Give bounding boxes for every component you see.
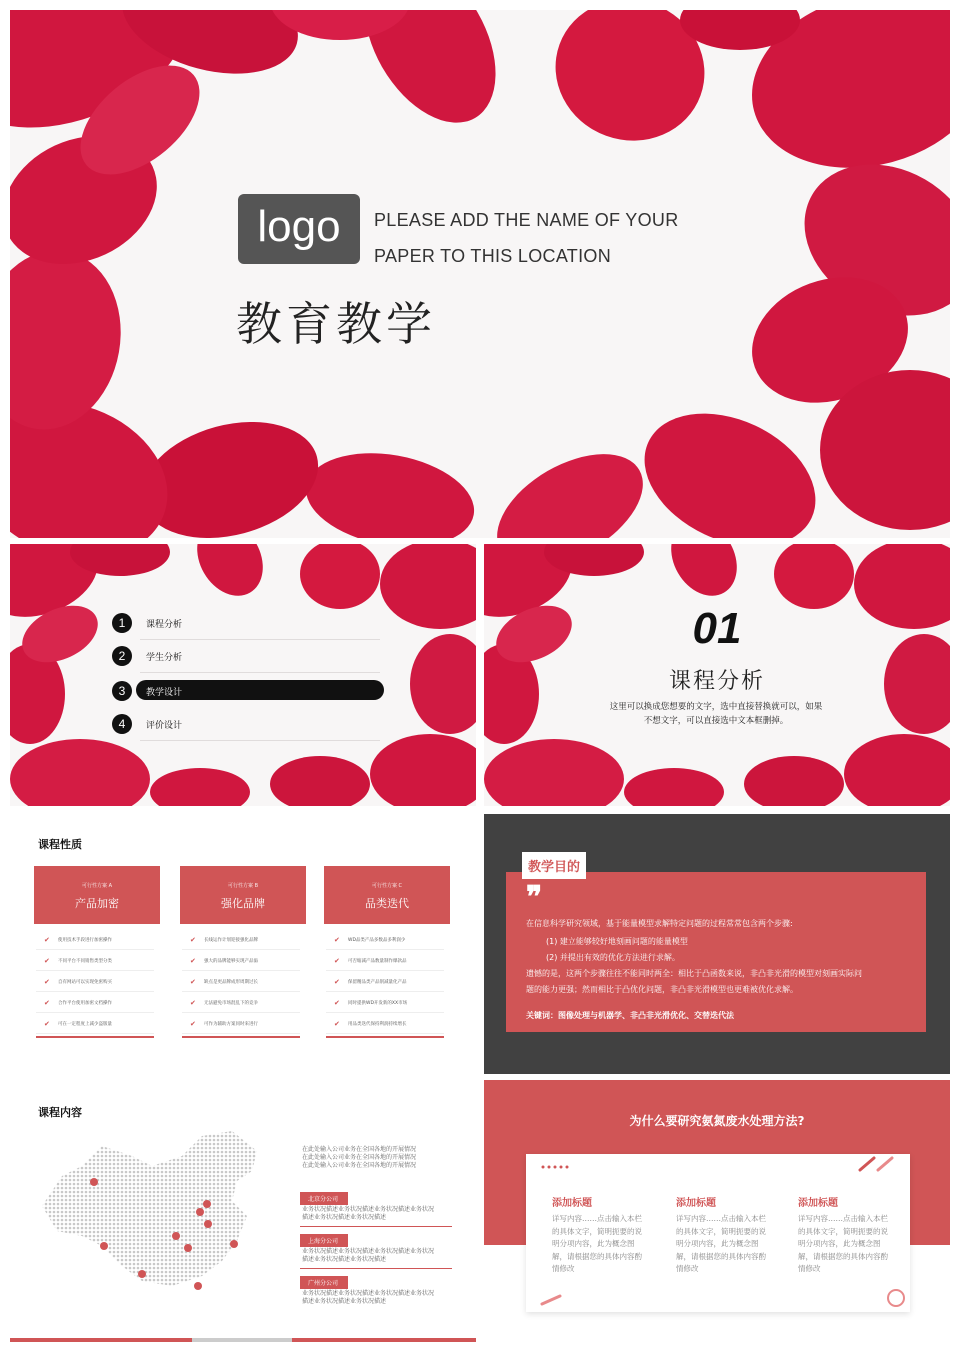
- check-icon: ✔: [334, 935, 340, 944]
- agenda-item-3[interactable]: [112, 680, 384, 702]
- footer-bar-right: [292, 1338, 476, 1342]
- plan-item: ✔ 不同平台不同销售类型分类: [36, 951, 154, 971]
- check-icon: ✔: [44, 1019, 50, 1028]
- agenda-label: 课程分析: [146, 619, 183, 630]
- agenda-number: 3: [112, 681, 132, 701]
- title-english-line1: PLEASE ADD THE NAME OF YOUR: [374, 210, 679, 230]
- section-desc-line2: 不想文字，可以直接选中文本框删掉。: [643, 716, 789, 726]
- check-icon: ✔: [190, 1019, 196, 1028]
- rose-petals-frame: [10, 544, 476, 806]
- plan-item: ✔ 保留精品类产品削减量化产品: [326, 972, 444, 992]
- china-map: [32, 1126, 272, 1296]
- plan-card-a: [34, 866, 160, 924]
- check-icon: ✔: [190, 935, 196, 944]
- plan-item: ✔ 使用技术手段进行加密操作: [36, 930, 154, 950]
- agenda-number: 1: [112, 613, 132, 633]
- purpose-tag: 教学目的: [522, 852, 586, 879]
- plan-item: ✔ 合作平台使用加密文档操作: [36, 993, 154, 1013]
- check-icon: ✔: [44, 956, 50, 965]
- section-number: 01: [692, 604, 742, 653]
- section-title: 课程分析: [668, 669, 765, 694]
- decor-stripes-icon: [854, 1154, 904, 1174]
- purpose-step1: (1) 建立能够较好地刻画问题的能量模型: [546, 937, 688, 946]
- quote-icon: ❞: [526, 881, 543, 914]
- check-icon: ✔: [190, 956, 196, 965]
- why-column-3: [798, 1194, 890, 1276]
- plan-card-c: [324, 866, 450, 924]
- logo-placeholder: logo: [238, 194, 360, 264]
- footer-bar-left: [10, 1338, 192, 1342]
- section-slide: [484, 544, 950, 806]
- branch-tag-shanghai: 上海分公司: [300, 1234, 348, 1247]
- plan-sub: 可行性方案 B: [227, 883, 259, 889]
- plan-item: ✔ 无法避免市场混乱下的竞争: [182, 993, 300, 1013]
- check-icon: ✔: [334, 977, 340, 986]
- plan-item: ✔ 同时提供WD开发新的XX市场: [326, 993, 444, 1013]
- agenda-number: 4: [112, 714, 132, 734]
- map-pin-icon: [184, 1244, 192, 1252]
- check-icon: ✔: [334, 956, 340, 965]
- map-pin-icon: [100, 1242, 108, 1250]
- plan-item: ✔ 可在一定程度上减少盗版量: [36, 1014, 154, 1034]
- purpose-step2: (2) 并提出有效的优化方法进行求解。: [546, 953, 680, 962]
- purpose-para1: 在信息科学研究领域，基于能量模型求解特定问题的过程常常包含两个步骤:: [526, 919, 793, 928]
- map-pin-icon: [138, 1270, 146, 1278]
- agenda-label: 评价设计: [146, 720, 183, 731]
- branch-desc: 业务状况描述业务状况描述业务状况描述业务状况 描述业务状况描述业务状况描述: [302, 1248, 435, 1263]
- cover-slide: [10, 10, 950, 538]
- branch-desc: 业务状况描述业务状况描述业务状况描述业务状况 描述业务状况描述业务状况描述: [302, 1290, 435, 1305]
- agenda-label: 教学设计: [146, 687, 183, 698]
- rose-petals-frame: [10, 10, 950, 538]
- why-column-body: 详写内容……点击输入本栏的具体文字，简明扼要的说明分项内容，此为概念图解，请根据您的具体内容酌情修改: [798, 1214, 888, 1273]
- plan-name: 强化品牌: [221, 897, 265, 910]
- purpose-para2-line2: 题的能力更强；然而相比于凸优化问题，非凸非光滑模型也更难被优化求解。: [526, 985, 798, 994]
- decor-dots-icon: [540, 1162, 570, 1172]
- branch-desc: 业务状况描述业务状况描述业务状况描述业务状况 描述业务状况描述业务状况描述: [302, 1206, 435, 1221]
- plan-item: ✔ 可作为辅助方案同时来进行: [182, 1014, 300, 1034]
- title-chinese: 教育教学: [236, 297, 436, 351]
- why-column-heading: 添加标题: [552, 1198, 592, 1209]
- map-pin-icon: [203, 1200, 211, 1208]
- map-pin-icon: [194, 1282, 202, 1290]
- agenda-slide: [10, 544, 476, 806]
- card-bottom-rule: [36, 1036, 154, 1038]
- map-pin-icon: [204, 1220, 212, 1228]
- nature-heading: 课程性质: [38, 838, 82, 851]
- branch-rule: [300, 1268, 452, 1269]
- check-icon: ✔: [44, 977, 50, 986]
- check-icon: ✔: [44, 998, 50, 1007]
- agenda-item-2[interactable]: [112, 645, 384, 667]
- plan-item: ✔ 自有网站可以实现免密购买: [36, 972, 154, 992]
- decor-stripe-icon: [538, 1292, 568, 1308]
- card-bottom-rule: [182, 1036, 300, 1038]
- agenda-divider: [140, 672, 380, 673]
- check-icon: ✔: [190, 998, 196, 1007]
- plan-name: 产品加密: [75, 897, 119, 910]
- section-description: [600, 700, 832, 728]
- content-intro: 在此处输入公司业务在全国各地的开展情况 在此处输入公司业务在全国各地的开展情况 在此处输入公司业务在全国各地的开展情况: [302, 1146, 417, 1169]
- agenda-item-1[interactable]: [112, 612, 384, 634]
- why-column-body: 详写内容……点击输入本栏的具体文字，简明扼要的说明分项内容，此为概念图解，请根据您的具体内容酌情修改: [676, 1214, 766, 1273]
- why-column-1: [552, 1194, 644, 1276]
- section-desc-line1: 这里可以换成您想要的文字，选中直接替换就可以，如果: [609, 702, 823, 712]
- why-title: 为什么要研究氨氮废水处理方法?: [629, 1114, 805, 1128]
- check-icon: ✔: [334, 1019, 340, 1028]
- why-column-body: 详写内容……点击输入本栏的具体文字，简明扼要的说明分项内容，此为概念图解，请根据您的具体内容酌情修改: [552, 1214, 642, 1273]
- plan-name: 品类迭代: [365, 897, 409, 910]
- map-pin-icon: [172, 1232, 180, 1240]
- why-column-heading: 添加标题: [676, 1198, 716, 1209]
- footer-bar-mid: [192, 1338, 292, 1342]
- plan-item: ✔ 缺点是更品牌成形周期过长: [182, 972, 300, 992]
- check-icon: ✔: [190, 977, 196, 986]
- plan-item: ✔ WD品类产品多数品多利润少: [326, 930, 444, 950]
- agenda-divider: [140, 740, 380, 741]
- purpose-para2-line1: 遗憾的是，这两个步骤往往不能同时两全：相比于凸函数来说，非凸非光滑的模型对刻画实际问: [526, 969, 862, 978]
- title-english-line2: PAPER TO THIS LOCATION: [374, 246, 611, 266]
- title-english: [374, 202, 679, 274]
- decor-ring-icon: [884, 1286, 908, 1310]
- branch-tag-beijing: 北京分公司: [300, 1192, 348, 1205]
- plan-item: ✔ 用品类迭代保持利润持续增长: [326, 1014, 444, 1034]
- agenda-divider: [140, 639, 380, 640]
- plan-item: ✔ 可否缩减产品数量制作爆款品: [326, 951, 444, 971]
- why-column-heading: 添加标题: [798, 1198, 838, 1209]
- agenda-label: 学生分析: [146, 652, 183, 663]
- card-bottom-rule: [326, 1036, 444, 1038]
- check-icon: ✔: [334, 998, 340, 1007]
- plan-item: ✔ 强大的品牌能够实现产品溢: [182, 951, 300, 971]
- why-column-2: [676, 1194, 768, 1276]
- map-pin-icon: [230, 1240, 238, 1248]
- plan-sub: 可行性方案 C: [371, 883, 403, 889]
- content-heading: 课程内容: [38, 1106, 82, 1119]
- agenda-number: 2: [112, 646, 132, 666]
- branch-rule: [300, 1226, 452, 1227]
- check-icon: ✔: [44, 935, 50, 944]
- plan-card-b: [180, 866, 306, 924]
- agenda-item-4[interactable]: [112, 713, 384, 735]
- plan-item: ✔ 长线运作计划迎接强化品牌: [182, 930, 300, 950]
- branch-tag-guangzhou: 广州分公司: [300, 1276, 348, 1289]
- purpose-keywords: 关键词：图像处理与机器学、非凸非光滑优化、交替迭代法: [526, 1011, 734, 1020]
- map-pin-icon: [90, 1178, 98, 1186]
- plan-sub: 可行性方案 A: [81, 883, 112, 889]
- map-pin-icon: [196, 1208, 204, 1216]
